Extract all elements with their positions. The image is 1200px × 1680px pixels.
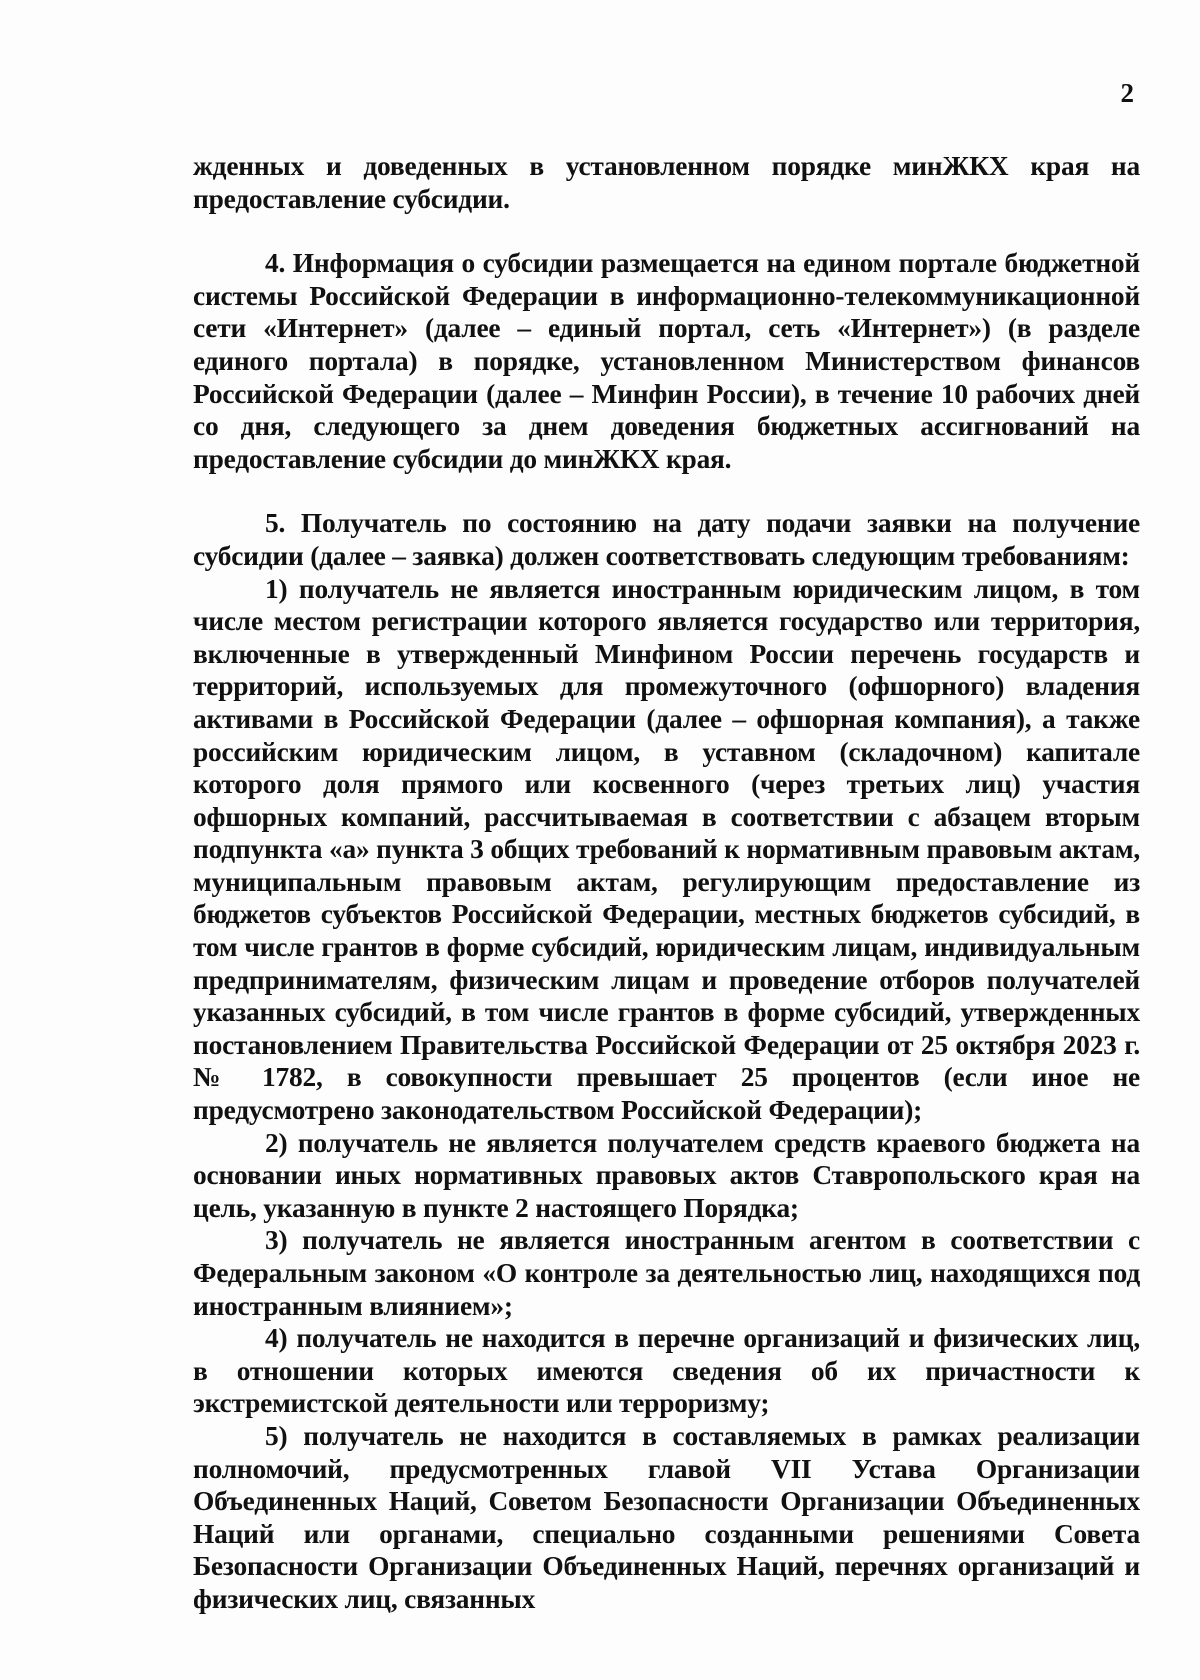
subitem-4: 4) получатель не находится в перечне организаций и физических лиц, в отношении которых имеются сведения об их причастности к экстремистской деятельности или терроризму;	[193, 1323, 1140, 1419]
page-number: 2	[1120, 78, 1134, 108]
paragraph-item-5: 5. Получатель по состоянию на дату подачи заявки на получение субсидии (далее – заявка) должен соответствовать следующим требованиям:	[193, 508, 1140, 571]
document-body	[193, 150, 1140, 1616]
subitem-5: 5) получатель не находится в составляемых в рамках реализации полномочий, предусмотренных главой VII Устава Организации Объединенных Наций, Советом Безопасности Организации Объединенных Наций или органами, специально созданными решениями Совета Безопасности Организации Объединенных Наций, перечнях организаций и физических лиц, связанных	[193, 1420, 1140, 1614]
subitem-2: 2) получатель не является получателем средств краевого бюджета на основании иных нормативных правовых актов Ставропольского края на цель, указанную в пункте 2 настоящего Порядка;	[193, 1127, 1140, 1223]
paragraph-item-4: 4. Информация о субсидии размещается на едином портале бюджетной системы Российской Федерации в информационно-телекоммуникационной сети «Интернет» (далее – единый портал, сеть «Интернет») (в разделе единого портала) в порядке, установленном Министерством финансов Российской Федерации (далее – Минфин России), в течение 10 рабочих дней со дня, следующего за днем доведения бюджетных ассигнований на предоставление субсидии до минЖКХ края.	[193, 248, 1140, 474]
subitem-1: 1) получатель не является иностранным юридическим лицом, в том числе местом регистрации которого является государство или территория, включенные в утвержденный Минфином России перечень государств и территорий, используемых для промежуточного (офшорного) владения активами в Российской Федерации (далее – офшорная компания), а также российским юридическим лицом, в уставном (складочном) капитале которого доля прямого или косвенного (через третьих лиц) участия офшорных компаний, рассчитываемая в соответствии с абзацем вторым подпункта «а» пункта 3 общих требований к нормативным правовым актам, муниципальным правовым актам, регулирующим предоставление из бюджетов субъектов Российской Федерации, местных бюджетов субсидий, в том числе грантов в форме субсидий, юридическим лицам, индивидуальным предпринимателям, физическим лицам и проведение отборов получателей указанных субсидий, в том числе грантов в форме субсидий, утвержденных постановлением Правительства Российской Федерации от 25 октября 2023 г. № 1782, в совокупности превышает 25 процентов (если иное не предусмотрено законодательством Российской Федерации);	[193, 573, 1140, 1126]
subitem-3: 3) получатель не является иностранным агентом в соответствии с Федеральным законом «О контроле за деятельностью лиц, находящихся под иностранным влиянием»;	[193, 1225, 1140, 1321]
paragraph-continuation: жденных и доведенных в установленном порядке минЖКХ края на предоставление субсидии.	[193, 151, 1140, 214]
